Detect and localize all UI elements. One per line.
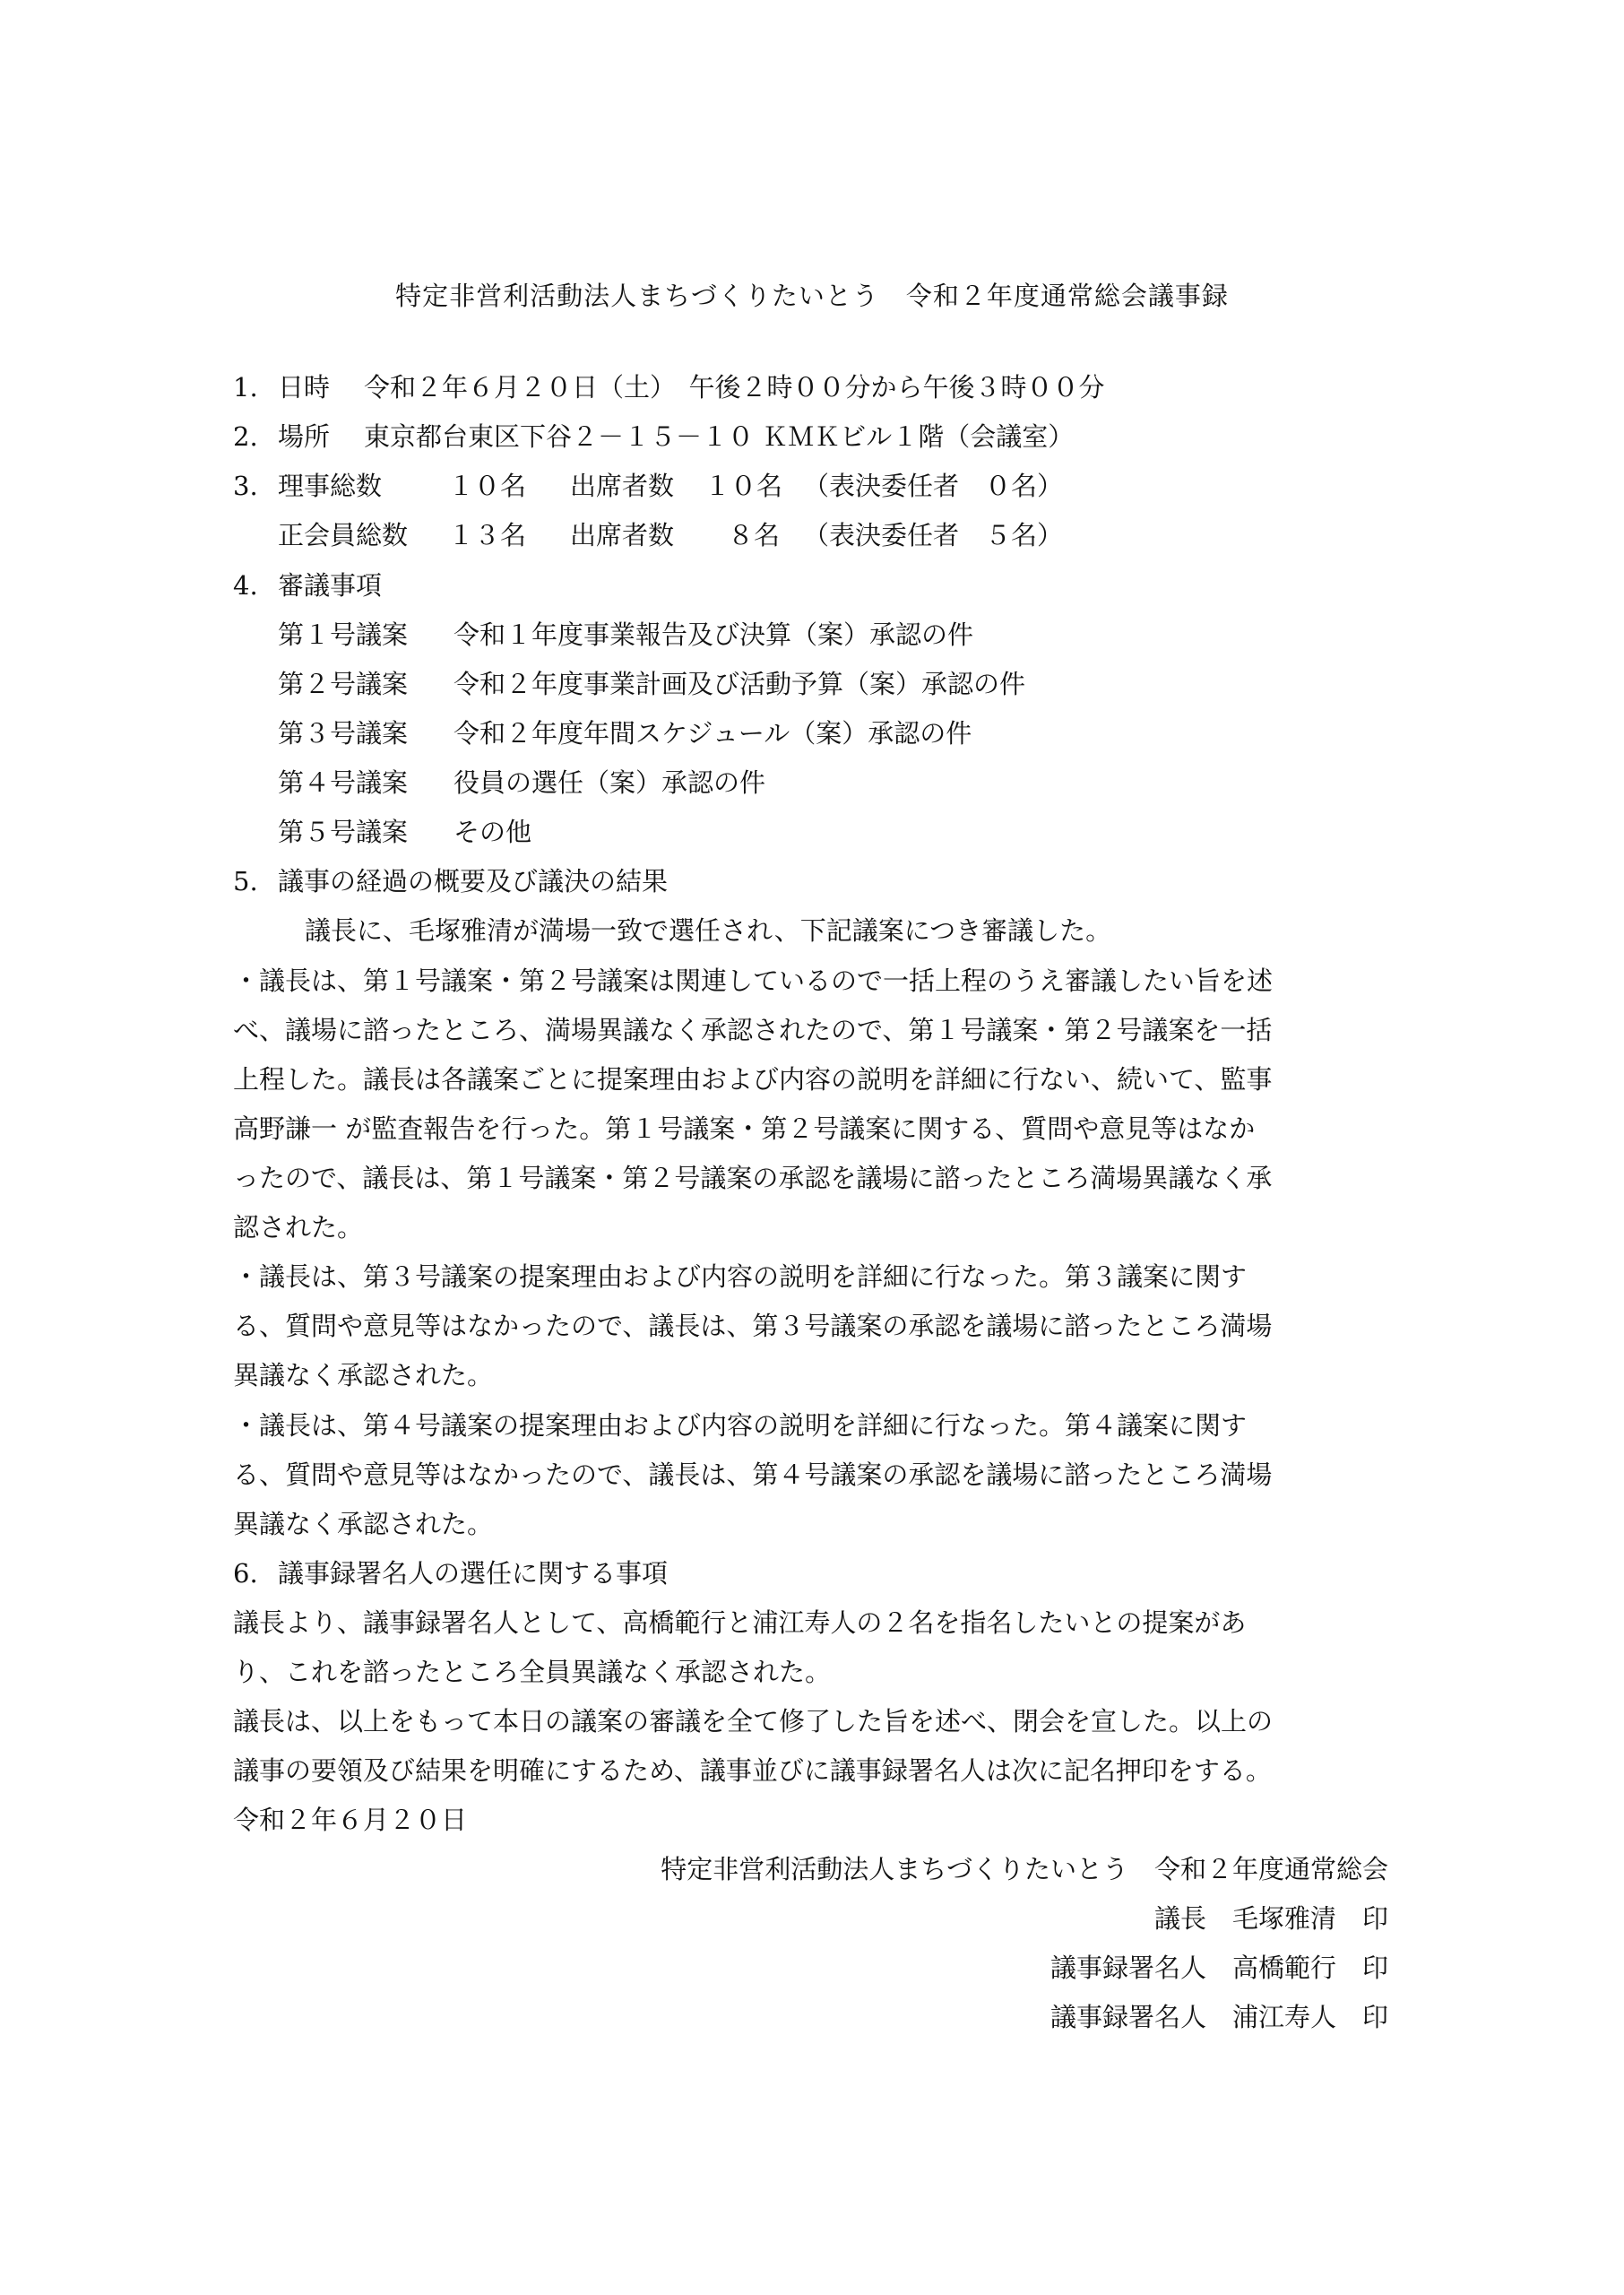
agenda-text: 令和１年度事業報告及び決算（案）承認の件 (454, 619, 974, 650)
item-number: 3. (233, 471, 258, 501)
item-label: 場所 (278, 421, 331, 452)
agenda-number: 第４号議案 (278, 767, 409, 798)
body-line: る、質問や意見等はなかったので、議長は、第３号議案の承認を議場に諮ったところ満場 (233, 1311, 1273, 1341)
document-title: 特定非営利活動法人まちづくりたいとう 令和２年度通常総会議事録 (395, 281, 1229, 311)
document-date: 令和２年６月２０日 (233, 1805, 468, 1835)
body-line: ・議長は、第１号議案・第２号議案は関連しているので一括上程のうえ審議したい旨を述 (233, 966, 1274, 996)
agenda-number: 第３号議案 (278, 718, 409, 749)
signature-signer-1: 議事録署名人 高橋範行 印 (1050, 1953, 1388, 1983)
item-4-agenda-heading (233, 567, 382, 603)
body-line: ったので、議長は、第１号議案・第２号議案の承認を議場に諮ったところ満場異議なく承 (233, 1163, 1273, 1193)
item-number: 4. (233, 570, 258, 601)
body-line: り、これを諮ったところ全員異議なく承認された。 (233, 1657, 832, 1687)
directors-total-label: 理事総数 (278, 471, 383, 501)
proxy-count: （表決委任者 ０名） (803, 471, 1064, 501)
agenda-text: その他 (454, 817, 532, 847)
item-5-heading (233, 863, 668, 899)
members-total-label: 正会員総数 (278, 520, 409, 550)
item-number: 5. (233, 866, 258, 896)
item-1-datetime (233, 369, 1105, 405)
body-line: ・議長は、第４号議案の提案理由および内容の説明を詳細に行なった。第４議案に関す (233, 1410, 1248, 1441)
agenda-item (278, 715, 972, 751)
signature-signer-2: 議事録署名人 浦江寿人 印 (1050, 2002, 1388, 2032)
agenda-item (278, 814, 531, 850)
body-line: 異議なく承認された。 (233, 1509, 494, 1539)
item-label: 議事の経過の概要及び議決の結果 (278, 866, 669, 896)
agenda-text: 令和２年度事業計画及び活動予算（案）承認の件 (454, 669, 1026, 699)
item-label: 議事録署名人の選任に関する事項 (278, 1558, 669, 1589)
body-line: 異議なく承認された。 (233, 1360, 494, 1390)
item-number: 2. (233, 421, 258, 452)
agenda-number: 第１号議案 (278, 619, 409, 650)
attendees-value: ８名 (727, 520, 780, 550)
body-line: べ、議場に諮ったところ、満場異議なく承認されたので、第１号議案・第２号議案を一括 (233, 1015, 1273, 1045)
body-line: 上程した。議長は各議案ごとに提案理由および内容の説明を詳細に行ない、続いて、監事 (233, 1064, 1273, 1095)
item-2-place (233, 419, 1074, 455)
body-line: 認された。 (233, 1212, 364, 1243)
attendees-value: １０名 (704, 471, 783, 501)
agenda-text: 役員の選任（案）承認の件 (454, 767, 766, 798)
body-line: ・議長は、第３号議案の提案理由および内容の説明を詳細に行なった。第３議案に関す (233, 1261, 1248, 1292)
body-line: 議長に、毛塚雅清が満場一致で選任され、下記議案につき審議した。 (305, 915, 1112, 946)
body-line: 議事の要領及び結果を明確にするため、議事並びに議事録署名人は次に記名押印をする。 (233, 1755, 1272, 1786)
item-value: 東京都台東区下谷２－１５－１０ ＫＭＫビル１階（会議室） (364, 421, 1075, 452)
item-value: 令和２年６月２０日（土） 午後２時００分から午後３時００分 (364, 372, 1105, 403)
agenda-text: 令和２年度年間スケジュール（案）承認の件 (454, 718, 972, 749)
item-3-attendance-row-2 (278, 517, 1063, 553)
agenda-number: 第２号議案 (278, 669, 409, 699)
item-6-heading (233, 1555, 668, 1591)
members-total-value: １３名 (448, 520, 527, 550)
body-line: 議長は、以上をもって本日の議案の審議を全て修了した旨を述べ、閉会を宣した。以上の (233, 1706, 1274, 1736)
signature-organization: 特定非営利活動法人まちづくりたいとう 令和２年度通常総会 (661, 1854, 1388, 1884)
item-number: 1. (233, 372, 258, 403)
item-label: 審議事項 (278, 570, 383, 601)
attendees-label: 出席者数 (570, 471, 675, 501)
directors-total-value: １０名 (448, 471, 527, 501)
item-3-attendance-row-1 (233, 468, 1063, 504)
agenda-number: 第５号議案 (278, 817, 409, 847)
agenda-item (278, 666, 1025, 702)
attendees-label: 出席者数 (570, 520, 675, 550)
item-number: 6. (233, 1558, 258, 1589)
body-line: 高野謙一 が監査報告を行った。第１号議案・第２号議案に関する、質問や意見等はなか (233, 1113, 1256, 1144)
agenda-item (278, 617, 973, 653)
proxy-count: （表決委任者 ５名） (803, 520, 1064, 550)
item-label: 日時 (278, 372, 331, 403)
agenda-item (278, 765, 765, 801)
body-line: 議長より、議事録署名人として、高橋範行と浦江寿人の２名を指名したいとの提案があ (233, 1607, 1247, 1638)
body-line: る、質問や意見等はなかったので、議長は、第４号議案の承認を議場に諮ったところ満場 (233, 1459, 1273, 1490)
signature-chair: 議長 毛塚雅清 印 (1153, 1903, 1388, 1934)
